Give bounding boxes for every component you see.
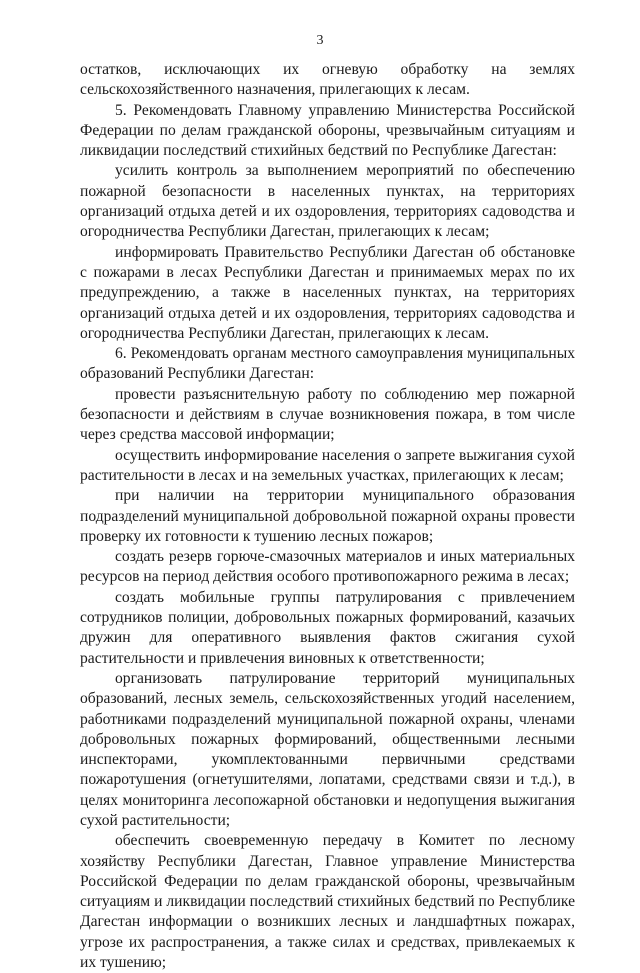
paragraph: при наличии на территории муниципального образования подразделений муниципальной добровольной пожарной охраны провести проверку их готовности к тушению лесных пожаров;	[80, 487, 575, 545]
paragraph: организовать патрулирование территорий муниципальных образований, лесных земель, сельскохозяйственных угодий населением, работниками подразделений муниципальной пожарной охраны, членами добровольных пожарных формирований, общественными лесными инспекторами, укомплектованными первичными средствами пожаротушения (огнетушителями, лопатами, средствами связи и т.д.), в целях мониторинга лесопожарной обстановки и недопущения выжигания сухой растительности;	[80, 669, 575, 829]
paragraph: остатков, исключающих их огневую обработку на землях сельскохозяйственного назначения, прилегающих к лесам.	[80, 61, 575, 99]
paragraph: усилить контроль за выполнением мероприятий по обеспечению пожарной безопасности в населенных пунктах, на территориях организаций отдыха детей и их оздоровления, территориях садоводства и огородничества Республики Дагестан, прилегающих к лесам;	[80, 162, 575, 241]
page-number: 3	[316, 33, 324, 48]
paragraph: провести разъяснительную работу по соблюдению мер пожарной безопасности и действиям в случае возникновения пожара, в том числе через средства массовой информации;	[80, 385, 575, 444]
paragraph: осуществить информирование населения о запрете выжигания сухой растительности в лесах и на земельных участках, прилегающих к лесам;	[80, 446, 575, 484]
paragraph: создать резерв горюче-смазочных материалов и иных материальных ресурсов на период действия особого противопожарного режима в лесах;	[80, 548, 575, 586]
paragraph: 6. Рекомендовать органам местного самоуправления муниципальных образований Республики Дагестан:	[80, 345, 575, 383]
paragraph: создать мобильные группы патрулирования с привлечением сотрудников полиции, добровольных пожарных формирований, казачьих дружин для оперативного выявления фактов сжигания сухой растительности и привлечения виновных к ответственности;	[80, 588, 575, 667]
paragraph: 5. Рекомендовать Главному управлению Министерства Российской Федерации по делам гражданской обороны, чрезвычайным ситуациям и ликвидации последствий стихийных бедствий по Республике Дагестан:	[80, 101, 575, 160]
paragraph: обеспечить своевременную передачу в Комитет по лесному хозяйству Республики Дагестан, Главное управление Министерства Российской Федерации по делам гражданской обороны, чрезвычайным ситуациям и ликвидации последствий стихийных бедствий по Республике Дагестан информации о возникших лесных и ландшафтных пожарах, угрозе их распространения, а также силах и средствах, привлекаемых к их тушению;	[80, 832, 575, 972]
paragraph: информировать Правительство Республики Дагестан об обстановке с пожарами в лесах Республики Дагестан и принимаемых мерах по их предупреждению, а также в населенных пунктах, на территориях организаций отдыха детей и их оздоровления, территориях садоводства и огородничества Республики Дагестан, прилегающих к лесам.	[80, 243, 575, 342]
document-body	[80, 60, 575, 973]
